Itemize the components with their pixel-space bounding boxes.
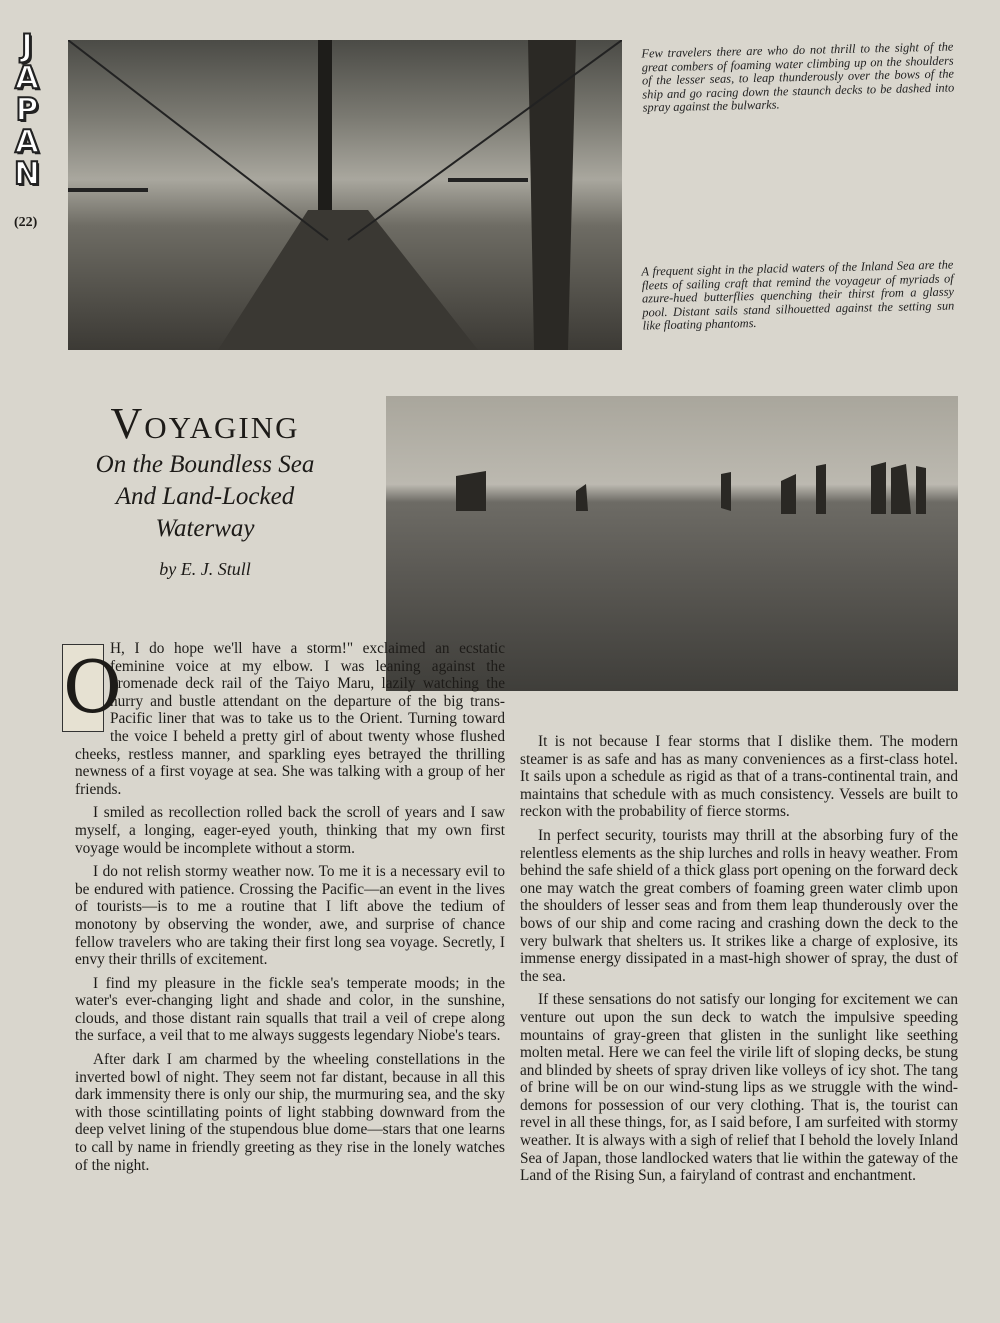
side-letter: N: [14, 156, 40, 192]
article-column-right: [520, 733, 958, 1191]
paragraph: It is not because I fear storms that I dislike them. The modern steamer is as safe and has as many conveniences as a first-class hotel. It sails upon a schedule as rigid as that of a trans-continental train, and maintains that schedule with as much consistency. Vessels are built to reckon with the probability of fierce storms.: [520, 733, 958, 821]
article-subtitle-line: On the Boundless Sea: [95, 451, 315, 478]
section-title-vertical: [10, 30, 44, 190]
paragraph-text: H, I do hope we'll have a storm!" exclaimed an ecstatic feminine voice at my elbow. I was leaning against the promenade deck rail of the Taiyo Maru, lazily watching the hurry and bustle attendant on the departure of the big trans-Pacific liner that was to take us to the Orient. Turning toward the voice I beheld a pretty girl of about twenty whose flushed cheeks, restless manner, and sparkling eyes betrayed the thrilling newness of a first voyage at sea. She was talking with a group of her friends.: [75, 640, 505, 798]
byline: by E. J. Stull: [159, 559, 251, 579]
side-letter: A: [15, 124, 39, 160]
drop-cap: O: [62, 644, 104, 732]
paragraph: I do not relish stormy weather now. To me it is a necessary evil to be endured with patience. Crossing the Pacific—an event in the lives of tourists—is to me a routine that I lift above the tedium of monotony by observing the wonder, awe, and surprise of chance fellow travelers who are taking their first long sea voyage. Secretly, I envy their thrills of excitement.: [75, 863, 505, 969]
article-column-left: [63, 640, 505, 1180]
ship-deck-illustration: [68, 40, 622, 350]
article-subtitle-line: And Land-Locked: [115, 483, 295, 510]
paragraph: After dark I am charmed by the wheeling constellations in the inverted bowl of night. They seem not far distant, because in all this dark immensity there is only our ship, the murmuring sea, and the sky with those scintillating points of light stabbing downward from the deep velvet lining of the stupendous blue dome—stars that one learns to call by name in friendly greeting as they rise in the lonely watches of the night.: [75, 1051, 505, 1174]
photo-caption-top: Few travelers there are who do not thrill to the sight of the great combers of foaming water climbing up on the shoulders of the lesser seas, to leap thunderously over the bows of the ship and go racing down the staunch decks to be dashed into spray against the bulwarks.: [641, 39, 955, 115]
page-number: (22): [14, 215, 38, 230]
paragraph: In perfect security, tourists may thrill at the absorbing fury of the relentless elements as the ship lurches and rolls in heavy weather. From behind the safe shield of a thick glass port opening on the forward deck one may watch the great combers of foaming green water climb upon the shoulders of lesser seas and from them leap thunderously over the bows of our ship and come racing and crashing down the deck to the very bulwark that shelters us. It strikes like a charge of explosive, its immense energy dissipated in a mast-high shower of spray, the dust of the sea.: [520, 826, 958, 985]
photo-caption-middle: A frequent sight in the placid waters of the Inland Sea are the fleets of sailing craft that remind the voyageur of myriads of azure-hued butterflies quenching their thirst from a glassy pool. Distant sails stand silhouetted against the setting sun like floating phantoms.: [641, 257, 955, 333]
article-title: Voyaging: [110, 399, 300, 448]
article-title-block: [60, 398, 350, 580]
article-subtitle-line: Waterway: [155, 515, 255, 542]
paragraph: If these sensations do not satisfy our longing for excitement we can venture out upon the sun deck to watch the impulsive speeding mountains of gray-green that glisten in the sunlight like seething molten metal. Here we can feel the virile lift of sloping decks, be stung and blinded by sheets of spray driven like volleys of icy shot. The tang of brine will be on our wind-stung lips as we struggle with the wind-demons for possession of our very clothing. That is, the tourist can revel in all these things, for, as I said before, I am surfeited with stormy weather. It is always with a sigh of relief that I behold the lovely Inland Sea of Japan, those landlocked waters that lie within the gateway of the Land of the Rising Sun, a fairyland of contrast and enchantment.: [520, 991, 958, 1185]
side-letter: A: [15, 60, 39, 96]
paragraph: I smiled as recollection rolled back the scroll of years and I saw myself, a longing, eager-eyed youth, thinking that my own first voyage would be incomplete without a storm.: [75, 804, 505, 857]
paragraph: [63, 640, 505, 798]
paragraph: I find my pleasure in the fickle sea's temperate moods; in the water's ever-changing light and shade and color, in the sunshine, clouds, and those distant rain squalls that trail a veil of crepe along the surface, a veil that to me always suggests legendary Niobe's tears.: [75, 974, 505, 1045]
side-letter: J: [21, 28, 33, 64]
ship-bow-storm-photo: [68, 40, 622, 350]
side-letter: P: [15, 92, 39, 128]
